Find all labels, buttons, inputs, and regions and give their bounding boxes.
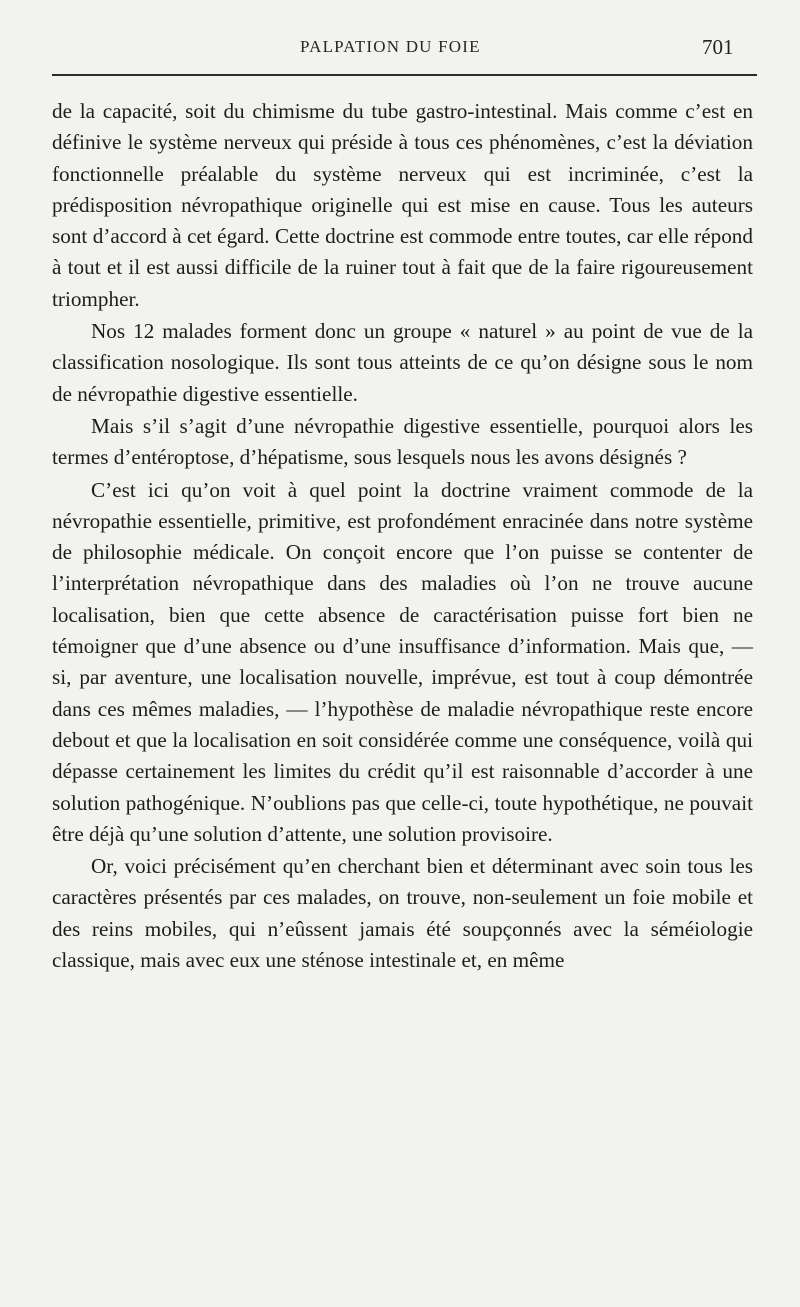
running-title: PALPATION DU FOIE [300, 37, 481, 56]
running-head [0, 0, 800, 78]
paragraph-3: Mais s’il s’agit d’une névropathie digestive essentielle, pourquoi alors les termes d’entéroptose, d’hépatisme, sous lesquels nous les avons désignés ? [52, 413, 753, 470]
body-text [52, 96, 753, 976]
page-number: 701 [702, 35, 734, 59]
paragraph-1: de la capacité, soit du chimisme du tube gastro-intestinal. Mais comme c’est en définive le système nerveux qui préside à tous ces phénomènes, c’est la déviation fonctionnelle préalable du système nerveux qui est incriminée, c’est la prédisposition névropathique originelle qui est mise en cause. Tous les auteurs sont d’accord à cet égard. Cette doctrine est commode entre toutes, car elle répond à tout et il est aussi difficile de la ruiner tout à fait que de la faire rigoureusement triompher. [52, 99, 753, 311]
header-rule [52, 74, 757, 76]
paragraph-2: Nos 12 malades forment donc un groupe « naturel » au point de vue de la classification nosologique. Ils sont tous atteints de ce qu’on désigne sous le nom de névropathie digestive essentielle. [52, 319, 753, 406]
paragraph-4: C’est ici qu’on voit à quel point la doctrine vraiment commode de la névropathie essentielle, primitive, est profondément enracinée dans notre système de philosophie médicale. On conçoit encore que l’on puisse se contenter de l’interprétation névropathique dans des maladies où l’on ne trouve aucune localisation, bien que cette absence de caractérisation puisse fort bien ne témoigner que d’une absence ou d’une insuffisance d’information. Mais que, — si, par aventure, une localisation nouvelle, imprévue, est tout à coup démontrée dans ces mêmes maladies, — l’hypothèse de maladie névropathique reste encore debout et que la localisation en soit considérée comme une conséquence, voilà qui dépasse certainement les limites du crédit qu’il est raisonnable d’accorder à une solution pathogénique. N’oublions pas que celle-ci, toute hypothétique, ne pouvait être déjà qu’une solution d’attente, une solution provisoire. [52, 477, 753, 846]
paragraph-5: Or, voici précisément qu’en cherchant bien et déterminant avec soin tous les caractères présentés par ces malades, on trouve, non-seulement un foie mobile et des reins mobiles, qui n’eûssent jamais été soupçonnés avec la séméiologie classique, mais avec eux une sténose intestinale et, en même [52, 854, 753, 973]
